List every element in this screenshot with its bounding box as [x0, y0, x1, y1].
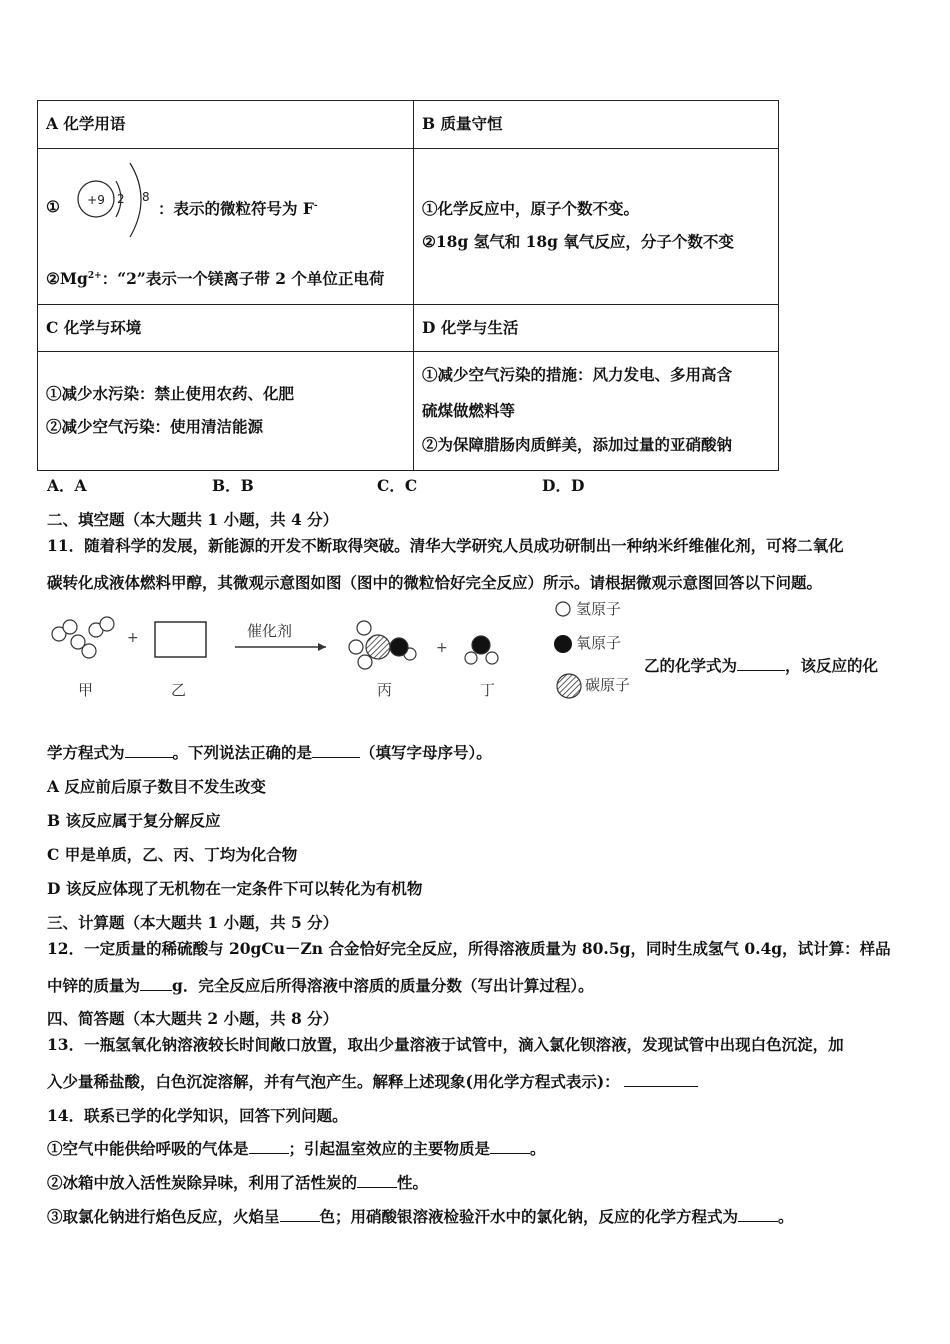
plus-sign-1: + — [127, 630, 139, 646]
reactant-jia-molecules — [52, 617, 114, 658]
c-title: C 化学与环境 — [46, 318, 142, 337]
outer-shell-arc — [130, 163, 141, 237]
product-ding-molecule — [465, 636, 498, 664]
blank-equation[interactable] — [125, 743, 173, 758]
legend-o: 氧原子 — [576, 634, 622, 652]
label-yi: 乙 — [171, 681, 187, 699]
cell-a-content — [38, 149, 414, 305]
reactant-yi-box — [155, 622, 206, 657]
c-line2: ②减少空气污染：使用清洁能源 — [46, 417, 264, 436]
q11-line1: 11．随着科学的发展，新能源的开发不断取得突破。清华大学研究人员成功研制出一种纳米纤维催化剂，可将二氧化 — [47, 536, 844, 555]
d-line2: 硫煤做燃料等 — [422, 401, 516, 420]
legend-h-circle — [556, 602, 570, 616]
blank-breathing-gas[interactable] — [249, 1139, 289, 1154]
section-2-heading: 二、填空题（本大题共 1 小题，共 4 分） — [47, 510, 339, 529]
choice-d[interactable]: D．D — [542, 476, 585, 495]
q13-line2: 入少量稀盐酸，白色沉淀溶解，并有气泡产生。解释上述现象(用化学方程式表示)： — [47, 1070, 698, 1092]
b-title: B 质量守恒 — [422, 114, 503, 133]
d-line3: ②为保障腊肠肉质鲜美，添加过量的亚硝酸钠 — [422, 435, 733, 454]
inner-shell-electrons: 2 — [117, 192, 125, 206]
nucleus-charge: +9 — [87, 193, 105, 207]
q13-line1: 13．一瓶氢氧化钠溶液较长时间敞口放置，取出少量溶液于试管中，滴入氯化钡溶液，发现试管中出现白色沉淀，加 — [47, 1035, 844, 1054]
q11-inline-right: 乙的化学式为 ，该反应的化 — [644, 656, 879, 675]
legend-c-circle — [557, 674, 581, 698]
choice-b[interactable]: B．B — [212, 476, 254, 495]
blank-flame-color[interactable] — [280, 1207, 320, 1222]
cell-a-title — [38, 101, 414, 149]
product-bing-molecule — [349, 621, 416, 669]
arrow-head — [318, 643, 326, 651]
blank-carbon-property[interactable] — [357, 1173, 397, 1188]
atom-structure-diagram — [72, 155, 154, 245]
outer-shell-electrons: 8 — [142, 190, 150, 204]
blank-correct-option[interactable] — [312, 743, 360, 758]
blank-zinc-mass[interactable] — [140, 976, 172, 991]
q14-line1: 14．联系已学的化学知识，回答下列问题。 — [47, 1106, 348, 1125]
cell-c-title — [38, 305, 414, 352]
q12-line1: 12．一定质量的稀硫酸与 20gCu－Zn 合金恰好完全反应，所得溶液质量为 80.5g，同时生成氢气 0.4g，试计算：样品 — [47, 939, 891, 958]
choice-a[interactable]: A．A — [47, 476, 87, 495]
q11-opt-c: C 甲是单质，乙、丙、丁均为化合物 — [47, 845, 298, 864]
reaction-micro-diagram — [45, 596, 645, 708]
q12-line2: 中锌的质量为 g．完全反应后所得溶液中溶质的质量分数（写出计算过程）。 — [47, 976, 594, 995]
b-line2: ②18g 氢气和 18g 氧气反应，分子个数不变 — [422, 232, 734, 251]
catalyst-label: 催化剂 — [247, 622, 293, 640]
options-table — [37, 100, 779, 471]
q11-opt-b: B 该反应属于复分解反应 — [47, 811, 221, 830]
cell-d-content — [414, 352, 779, 471]
q11-line2: 碳转化成液体燃料甲醇，其微观示意图如图（图中的微粒恰好完全反应）所示。请根据微观示意图回答以下问题。 — [47, 573, 823, 592]
q11-line3: 学方程式为 。下列说法正确的是 （填写字母序号）。 — [47, 743, 492, 762]
section-4-heading: 四、简答题（本大题共 2 小题，共 8 分） — [47, 1009, 339, 1028]
b-line1: ①化学反应中，原子个数不变。 — [422, 199, 640, 218]
a-line2-text: $②Mg^{2+}$：“2”表示一个镁离子带 2 个单位正电荷 — [46, 269, 385, 288]
q11-opt-a: A 反应前后原子数目不发生改变 — [47, 777, 266, 796]
legend-h: 氢原子 — [576, 600, 622, 618]
blank-greenhouse-gas[interactable] — [490, 1139, 530, 1154]
cell-b-content — [414, 149, 779, 305]
label-bing: 丙 — [377, 681, 393, 699]
q11-opt-d: D 该反应体现了无机物在一定条件下可以转化为有机物 — [47, 879, 423, 898]
blank-yi-formula[interactable] — [737, 656, 785, 671]
c-line1: ①减少水污染：禁止使用农药、化肥 — [46, 384, 295, 403]
a-line1-num: ① — [46, 197, 60, 216]
a-title: A 化学用语 — [46, 114, 126, 133]
cell-c-content — [38, 352, 414, 471]
legend-c: 碳原子 — [585, 676, 631, 694]
cell-b-title — [414, 101, 779, 149]
d-line1: ①减少空气污染的措施：风力发电、多用高含 — [422, 365, 733, 384]
plus-sign-2: + — [436, 640, 448, 656]
q14-line2: ①空气中能供给呼吸的气体是 ；引起温室效应的主要物质是 。 — [47, 1139, 546, 1158]
legend-o-circle — [554, 635, 572, 653]
choice-c[interactable]: C．C — [377, 476, 418, 495]
blank-agcl-equation[interactable] — [738, 1207, 778, 1222]
section-3-heading: 三、计算题（本大题共 1 小题，共 5 分） — [47, 913, 339, 932]
a-line1-text: ：表示的微粒符号为 F- — [158, 199, 318, 218]
blank-q13-equation[interactable] — [624, 1072, 698, 1087]
label-ding: 丁 — [480, 681, 496, 699]
cell-d-title — [414, 305, 779, 352]
q14-line4: ③取氯化钠进行焰色反应，火焰呈 色；用硝酸银溶液检验汗水中的氯化钠，反应的化学方程式为 。 — [47, 1207, 794, 1226]
label-jia: 甲 — [78, 681, 94, 699]
d-title: D 化学与生活 — [422, 318, 519, 337]
q14-line3: ②冰箱中放入活性炭除异味，利用了活性炭的 性。 — [47, 1173, 429, 1192]
